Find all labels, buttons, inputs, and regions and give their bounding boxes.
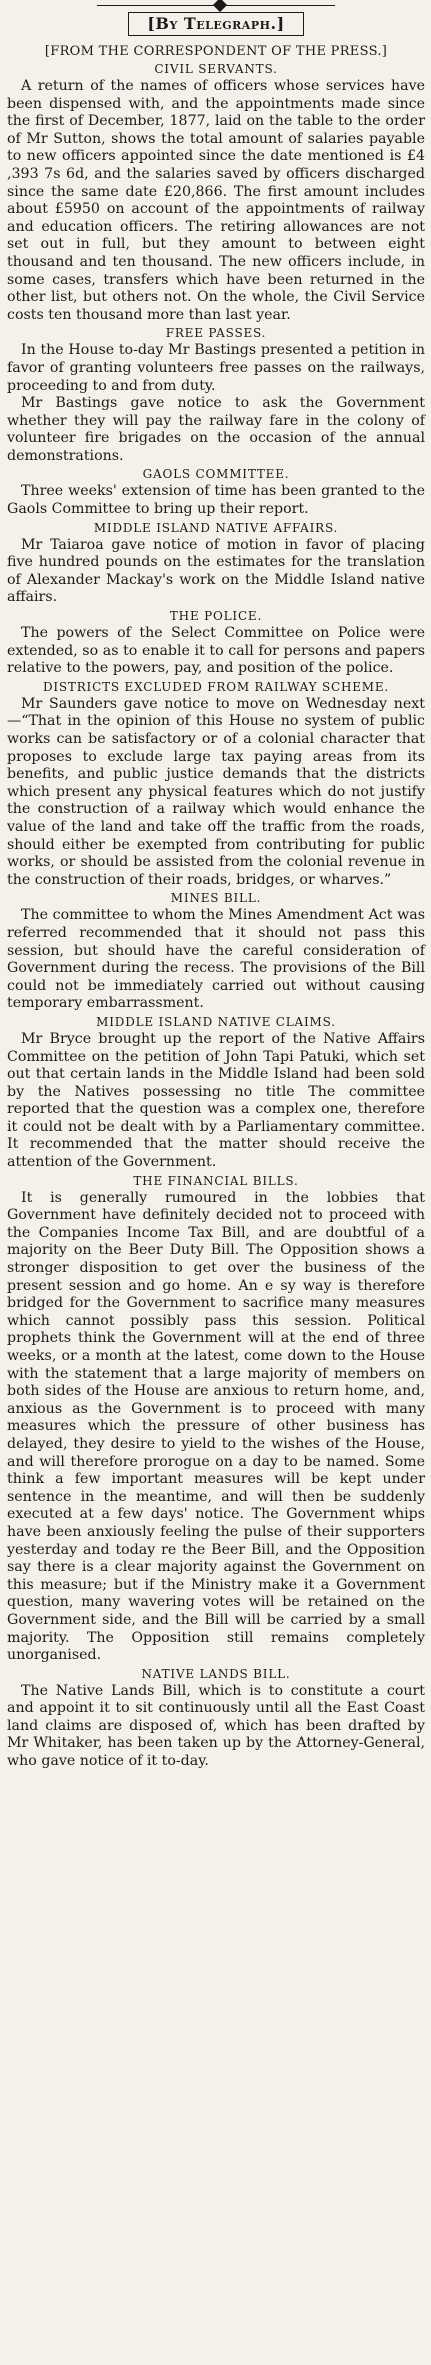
article-paragraph: The committee to whom the Mines Amendment Act was referred recommended that it should not pass this session, but should have the careful consideration of Government during the recess. The provisions of the Bill could not be immediately carried out without causing temporary embarrassment. (7, 907, 425, 1012)
article-paragraph: Three weeks' extension of time has been granted to the Gaols Committee to bring up their report. (7, 483, 425, 518)
article-paragraph: The Native Lands Bill, which is to constitute a court and appoint it to sit continuously until all the East Coast land claims are disposed of, which has been drafted by Mr Whitaker, has been taken up by the Attorney-General, who gave notice of it to-day. (7, 1682, 425, 1770)
section-heading: DISTRICTS EXCLUDED FROM RAILWAY SCHEME. (42, 679, 390, 694)
article-paragraph: The powers of the Select Committee on Police were extended, so as to enable it to call for persons and papers relative to the powers, pay, and position of the police. (7, 625, 425, 677)
section-heading: CIVIL SERVANTS. (154, 62, 278, 76)
section-heading: GAOLS COMMITTEE. (142, 467, 290, 482)
section-heading: MIDDLE ISLAND NATIVE CLAIMS. (96, 1014, 336, 1029)
article-paragraph: Mr Saunders gave notice to move on Wednesday next—“That in the opinion of this House no system of public works can be satisfactory or of a colonial character that proposes to exclude large tax paying areas from its benefits, and public justice demands that the districts which present any physical features which do not justify the construction of a railway which would enhance the value of the land and take off the traffic from the roads, should either be exempted from contributing for public works, or should be assisted from the colonial revenue in the construction of their roads, bridges, or wharves.” (7, 695, 425, 888)
article-paragraph: Mr Bastings gave notice to ask the Government whether they will pay the railway fare in the colony of volunteer fire brigades on the occasion of the annual demonstrations. (7, 395, 425, 464)
section-heading: THE FINANCIAL BILLS. (133, 1173, 299, 1188)
section-heading: THE POLICE. (169, 609, 263, 624)
top-ornament (7, 0, 425, 14)
article-paragraph: A return of the names of officers whose services have been dispensed with, and the appointments made since the first of December, 1877, laid on the table to the order of Mr Sutton, shows the total amount of salaries payable to new officers appointed since the date mentioned is £4 ,393 7s 6d, and the salaries saved by officers discharged since the same date £20,866. The first amount includes about £5950 on account of the appointments of railway and education officers. The retiring allowances are not set out in full, but they amount to between eight thousand and ten thousand. The new officers include, in some cases, transfers which have been returned in the other list, but others not. On the whole, the Civil Service costs ten thousand more than last year. (7, 78, 425, 323)
article-paragraph: It is generally rumoured in the lobbies that Government have definitely decided not to proceed with the Companies Income Tax Bill, and are doubtful of a majority on the Beer Duty Bill. The Opposition shows a stronger disposition to get over the business of the present session and go home. An e sy way is therefore bridged for the Government to sacrifice many measures which cannot possibly pass this session. Political prophets think the Government will at the end of three weeks, or a month at the latest, come down to the House with the statement that a large majority of members on both sides of the House are anxious to return home, and, anxious as the Government is to proceed with many measures which the pressure of other business has delayed, they desire to yield to the wishes of the House, and will therefore prorogue on a day to be named. Some think a few important measures will be kept under sentence in the meantime, and will then be suddenly executed at a few days' notice. The Government whips have been anxiously feeling the pulse of their supporters yesterday and today re the Beer Bill, and the Opposition say there is a clear majority against the Government on this measure; but if the Ministry make it a Government question, many wavering votes will be retained on the Government side, and the Bill will be carried by a small majority. The Opposition still remains completely unorganised. (7, 1189, 425, 1664)
telegraph-heading (7, 12, 425, 40)
correspondent-line: [FROM THE CORRESPONDENT OF THE PRESS.] (44, 44, 388, 59)
section-heading: NATIVE LANDS BILL. (141, 1666, 291, 1681)
article-paragraph: Mr Taiaroa gave notice of motion in favor of placing five hundred pounds on the estimates for the translation of Alexander Mackay's work on the Middle Island native affairs. (7, 536, 425, 606)
section-heading: MIDDLE ISLAND NATIVE AFFAIRS. (93, 520, 339, 535)
article-paragraph: In the House to-day Mr Bastings presented a petition in favor of granting volunteers free passes on the railways, proceeding to and from duty. (7, 342, 425, 394)
article-paragraph: Mr Bryce brought up the report of the Native Affairs Committee on the petition of John Tapi Patuki, which set out that certain lands in the Middle Island had been sold by the Natives possessing no title The committee reported that the question was a complex one, therefore it could not be dealt with by a Parliamentary committee. It recommended that the matter should receive the attention of the Government. (7, 1030, 425, 1171)
article-sections (7, 61, 425, 1771)
diamond-icon (213, 0, 227, 12)
section-heading: MINES BILL. (170, 891, 262, 906)
section-heading: FREE PASSES. (165, 326, 267, 341)
telegraph-label: [By Telegraph.] (128, 12, 303, 36)
